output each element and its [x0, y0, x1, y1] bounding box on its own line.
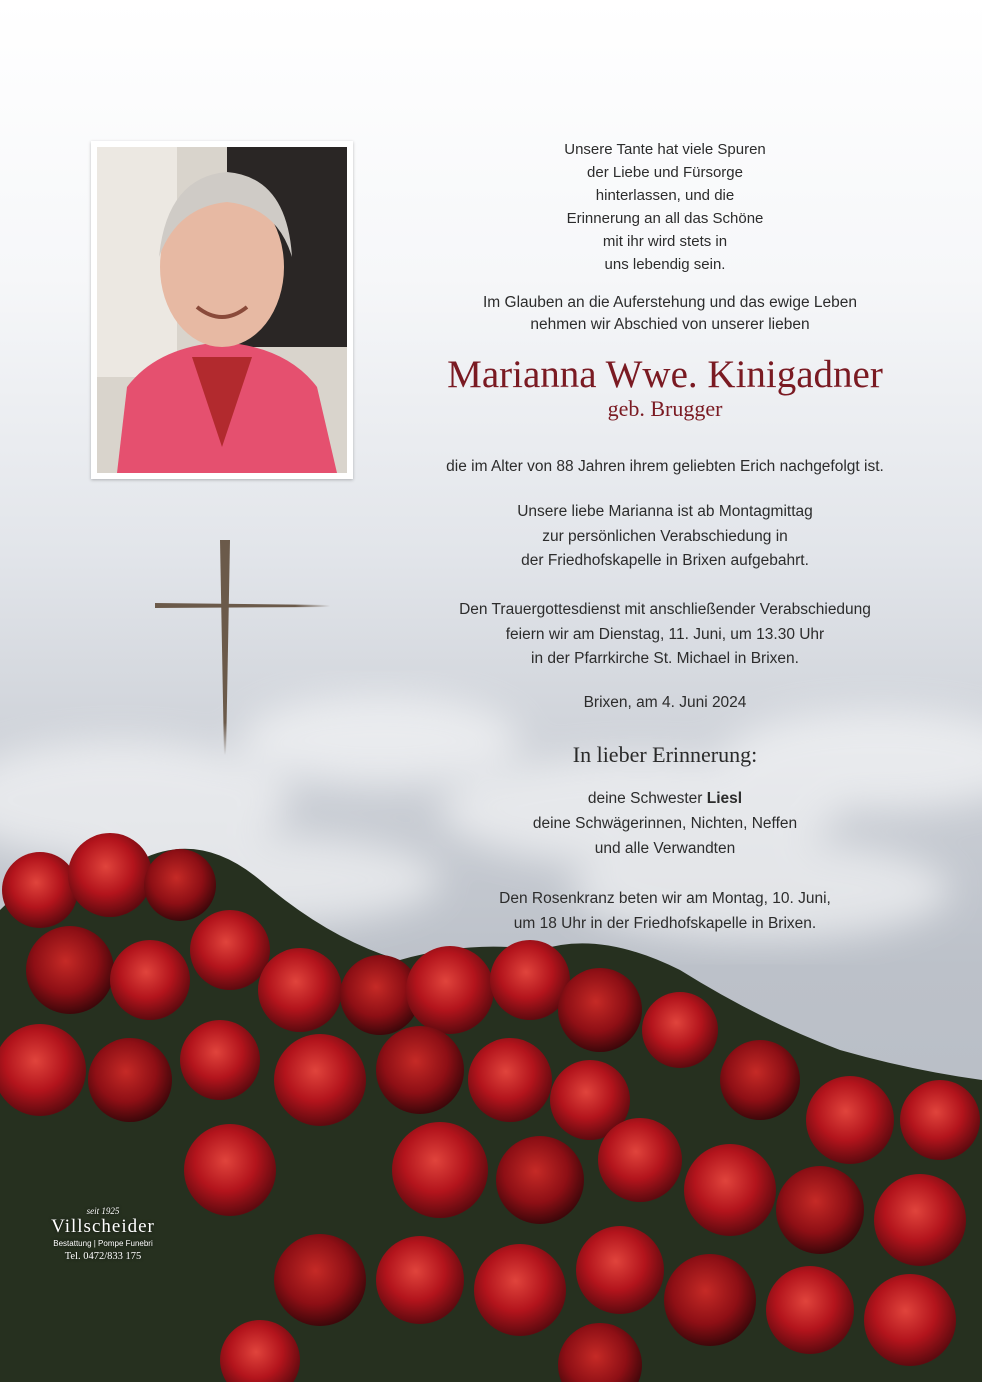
undertaker-logo: [28, 1206, 178, 1262]
verse: [520, 138, 810, 276]
maiden-name: geb. Brugger: [607, 396, 723, 421]
memory-list: [470, 786, 860, 861]
undertaker-phone: Tel. 0472/833 175: [64, 1251, 142, 1262]
service-text: [420, 598, 910, 672]
service-line: feiern wir am Dienstag, 11. Juni, um 13.30 Uhr: [505, 625, 825, 643]
deceased-name: Marianna Wwe. Kinigadner: [447, 353, 883, 396]
service-line: in der Pfarrkirche St. Michael in Brixen.: [531, 650, 799, 667]
service-line: Den Trauergottesdienst mit anschließender Verabschiedung: [459, 601, 871, 618]
viewing-line: Unsere liebe Marianna ist ab Montagmittag: [517, 503, 813, 520]
intro-line: nehmen wir Abschied von unserer lieben: [530, 316, 810, 333]
rosary-text: [430, 886, 900, 936]
portrait-photo: [91, 141, 353, 479]
portrait-image: [97, 147, 347, 473]
undertaker-subtitle: Bestattung | Pompe Funebri: [53, 1239, 153, 1248]
verse-line: hinterlassen, und die: [595, 187, 735, 204]
viewing-line: zur persönlichen Verabschiedung in: [542, 527, 788, 545]
viewing-text: [440, 500, 890, 574]
sister-name: Liesl: [706, 790, 743, 807]
age-line: die im Alter von 88 Jahren ihrem geliebten Erich nachgefolgt ist.: [446, 458, 884, 475]
intro-line: Im Glauben an die Auferstehung und das ewige Leben: [483, 294, 857, 311]
cross-icon: [150, 540, 330, 760]
verse-line: Unsere Tante hat viele Spuren: [564, 141, 766, 158]
verse-line: der Liebe und Fürsorge: [587, 164, 743, 181]
rosary-line: um 18 Uhr in der Friedhofskapelle in Brixen.: [513, 915, 817, 932]
verse-line: uns lebendig sein.: [604, 256, 726, 273]
undertaker-name: Villscheider: [51, 1216, 155, 1237]
intro-text: [440, 292, 900, 336]
rosary-line: Den Rosenkranz beten wir am Montag, 10. Juni,: [499, 890, 831, 907]
verse-line: mit ihr wird stets in: [602, 233, 728, 250]
undertaker-since: seit 1925: [86, 1206, 120, 1216]
relatives-line: und alle Verwandten: [594, 840, 736, 857]
relatives-line: deine Schwägerinnen, Nichten, Neffen: [532, 815, 798, 832]
sister-line: [470, 786, 860, 811]
memory-title: In lieber Erinnerung:: [572, 742, 758, 767]
verse-line: Erinnerung an all das Schöne: [566, 210, 764, 227]
date-line: Brixen, am 4. Juni 2024: [583, 694, 747, 711]
sister-prefix: deine Schwester: [587, 790, 703, 807]
viewing-line: der Friedhofskapelle in Brixen aufgebahrt.: [521, 552, 809, 569]
